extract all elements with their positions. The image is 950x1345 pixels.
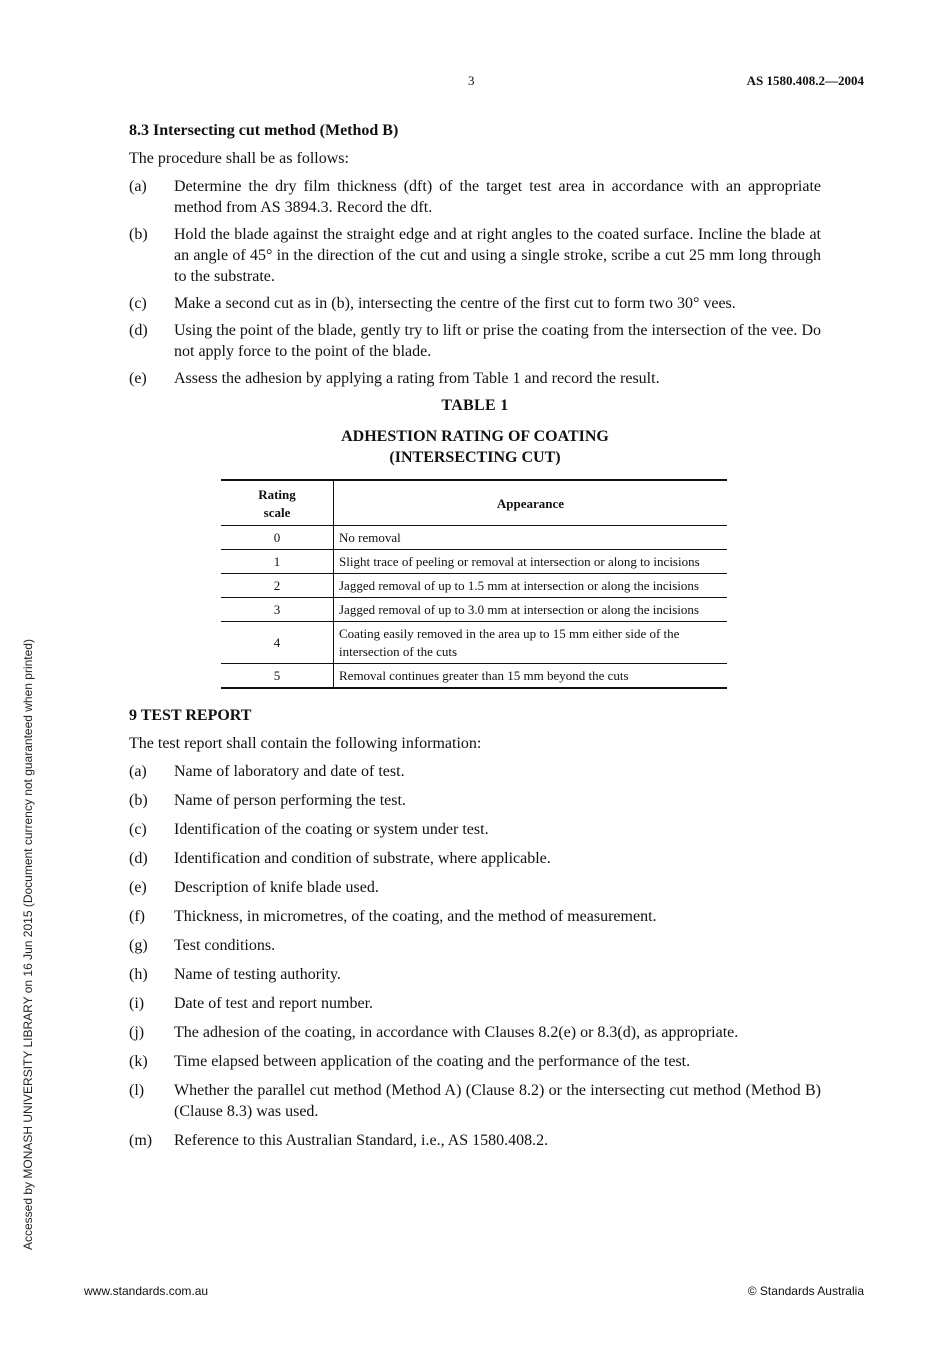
item-text: Name of laboratory and date of test.	[174, 763, 405, 780]
item-label: (c)	[129, 821, 147, 838]
item-text: Date of test and report number.	[174, 995, 374, 1012]
table-number: TABLE 1	[441, 397, 509, 414]
table-row	[221, 598, 727, 622]
item-text: Name of person performing the test.	[174, 792, 406, 809]
page-number: 3	[468, 73, 475, 88]
rating-scale-cell: 4	[221, 622, 334, 664]
table-row	[221, 622, 727, 664]
item-label: (d)	[129, 322, 148, 339]
standard-number: AS 1580.408.2—2004	[746, 73, 864, 88]
procedure-item	[129, 224, 821, 287]
report-item	[129, 790, 821, 811]
item-text: Whether the parallel cut method (Method A) (Clause 8.2) or the intersecting cut method (Method B) (Clause 8.3) was used.	[174, 1082, 821, 1120]
item-label: (b)	[129, 792, 148, 809]
item-label: (i)	[129, 995, 145, 1012]
item-label: (g)	[129, 937, 148, 954]
procedure-item	[129, 320, 821, 362]
appearance-cell: Jagged removal of up to 3.0 mm at intersection or along the incisions	[334, 598, 728, 622]
item-text: Name of testing authority.	[174, 966, 341, 983]
report-item	[129, 877, 821, 898]
table-header-row	[221, 480, 727, 526]
access-watermark: Accessed by MONASH UNIVERSITY LIBRARY on 16 Jun 2015 (Document currency not guaranteed when printed)	[21, 639, 35, 1250]
rating-scale-cell: 1	[221, 550, 334, 574]
rating-scale-cell: 3	[221, 598, 334, 622]
item-text: Thickness, in micrometres, of the coating, and the method of measurement.	[174, 908, 657, 925]
item-label: (h)	[129, 966, 148, 983]
item-text: Hold the blade against the straight edge and at right angles to the coated surface. Incline the blade at an angle of 45° in the direction of the cut and using a single stroke, scribe a cut 25 mm long through to the substrate.	[174, 226, 821, 285]
report-item	[129, 848, 821, 869]
footer-copyright: © Standards Australia	[747, 1284, 864, 1298]
item-text: Description of knife blade used.	[174, 879, 379, 896]
section-9-intro: The test report shall contain the following information:	[129, 735, 482, 752]
rating-scale-cell: 5	[221, 664, 334, 689]
report-item	[129, 1022, 821, 1043]
item-label: (j)	[129, 1024, 145, 1041]
table-row	[221, 526, 727, 550]
column-header-rating-scale	[221, 480, 334, 526]
column-header-appearance: Appearance	[334, 480, 728, 526]
item-text: Assess the adhesion by applying a rating from Table 1 and record the result.	[174, 370, 660, 387]
adhesion-rating-table	[221, 479, 727, 689]
table-row	[221, 664, 727, 689]
item-text: Using the point of the blade, gently try to lift or prise the coating from the intersection of the vee. Do not apply force to the point of the blade.	[174, 322, 821, 360]
item-text: The adhesion of the coating, in accordance with Clauses 8.2(e) or 8.3(d), as appropriate.	[174, 1024, 739, 1041]
item-text: Time elapsed between application of the coating and the performance of the test.	[174, 1053, 691, 1070]
item-label: (d)	[129, 850, 148, 867]
report-item	[129, 935, 821, 956]
report-item	[129, 1130, 821, 1151]
procedure-item	[129, 176, 821, 218]
appearance-cell: Removal continues greater than 15 mm beyond the cuts	[334, 664, 728, 689]
item-label: (a)	[129, 763, 147, 780]
header-text: scale	[263, 505, 291, 520]
item-label: (f)	[129, 908, 145, 925]
appearance-cell: Slight trace of peeling or removal at intersection or along to incisions	[334, 550, 728, 574]
item-text: Reference to this Australian Standard, i.e., AS 1580.408.2.	[174, 1132, 549, 1149]
item-text: Test conditions.	[174, 937, 276, 954]
page-content	[129, 120, 821, 1159]
item-text: Identification of the coating or system under test.	[174, 821, 489, 838]
report-item	[129, 819, 821, 840]
item-text: Identification and condition of substrate, where applicable.	[174, 850, 551, 867]
rating-scale-cell: 0	[221, 526, 334, 550]
item-label: (l)	[129, 1082, 145, 1099]
footer-website-link[interactable]: www.standards.com.au	[84, 1284, 209, 1298]
item-label: (c)	[129, 295, 147, 312]
header-text: Rating	[258, 487, 296, 502]
section-8-3-heading: 8.3 Intersecting cut method (Method B)	[129, 122, 399, 139]
report-item	[129, 1051, 821, 1072]
report-item	[129, 993, 821, 1014]
appearance-cell: No removal	[334, 526, 728, 550]
procedure-item	[129, 293, 821, 314]
item-label: (m)	[129, 1132, 153, 1149]
table-row	[221, 550, 727, 574]
report-item	[129, 964, 821, 985]
item-text: Determine the dry film thickness (dft) of the target test area in accordance with an appropriate method from AS 3894.3. Record the dft.	[174, 178, 821, 216]
table-title	[129, 426, 821, 468]
section-8-3-intro: The procedure shall be as follows:	[129, 150, 349, 167]
appearance-cell: Coating easily removed in the area up to 15 mm either side of the intersection of the cuts	[334, 622, 728, 664]
item-label: (b)	[129, 226, 148, 243]
table-title-line: (INTERSECTING CUT)	[389, 449, 561, 466]
item-label: (e)	[129, 370, 147, 387]
table-title-line: ADHESTION RATING OF COATING	[341, 428, 609, 445]
procedure-item	[129, 368, 821, 389]
table-row	[221, 574, 727, 598]
report-item	[129, 1080, 821, 1122]
appearance-cell: Jagged removal of up to 1.5 mm at intersection or along the incisions	[334, 574, 728, 598]
report-item	[129, 761, 821, 782]
item-label: (k)	[129, 1053, 148, 1070]
item-label: (a)	[129, 178, 147, 195]
report-item	[129, 906, 821, 927]
section-9-heading: 9 TEST REPORT	[129, 707, 252, 724]
item-text: Make a second cut as in (b), intersecting the centre of the first cut to form two 30° vees.	[174, 295, 736, 312]
rating-scale-cell: 2	[221, 574, 334, 598]
item-label: (e)	[129, 879, 147, 896]
